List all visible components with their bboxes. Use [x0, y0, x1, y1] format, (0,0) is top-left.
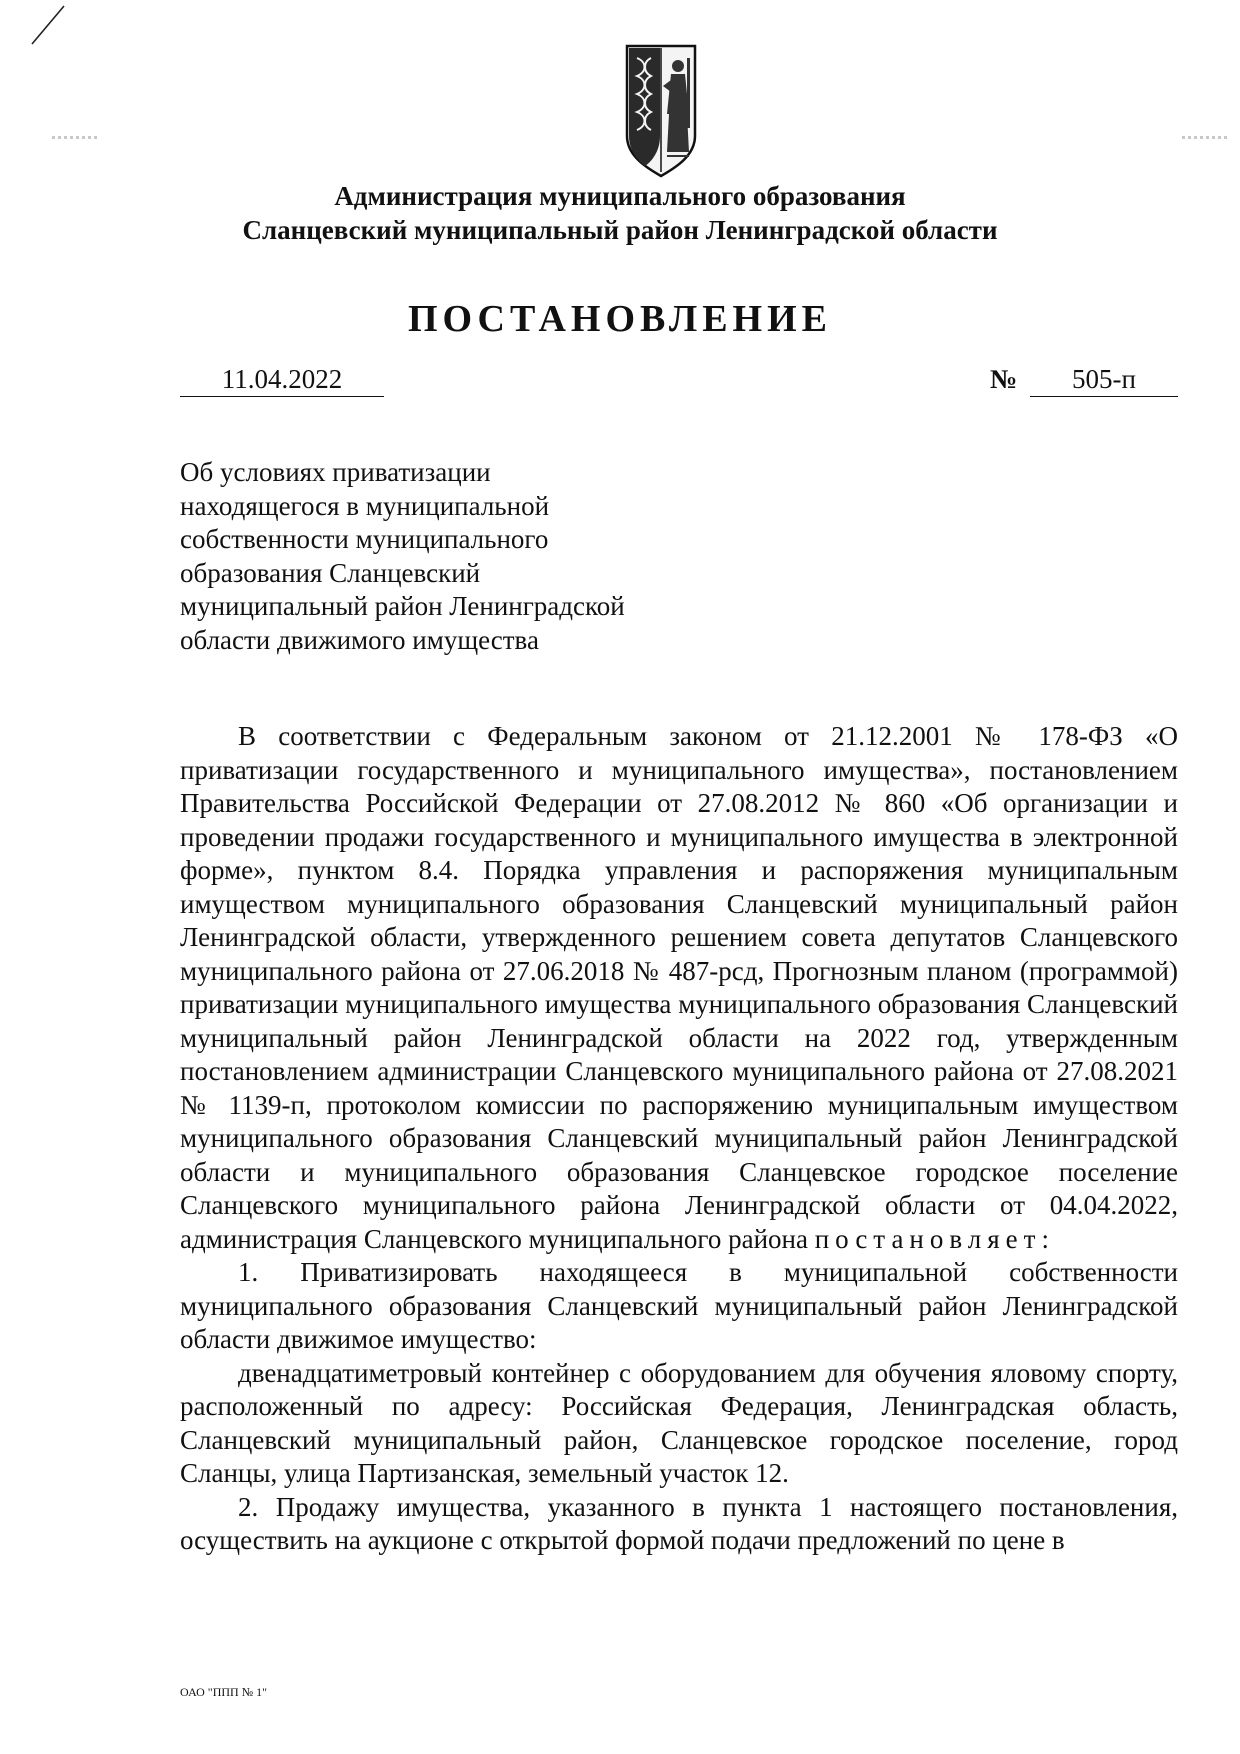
document-title: ПОСТАНОВЛЕНИЕ [407, 298, 833, 340]
subject-line: находящегося в муниципальной [180, 490, 550, 521]
document-body [180, 720, 1178, 1558]
document-number: 505-п [1030, 362, 1178, 397]
header-organization-line-2: Сланцевский муниципальный район Ленинградской области [242, 215, 998, 245]
scan-speck-left [52, 136, 98, 139]
subject-line: образования Сланцевский [180, 557, 481, 588]
scan-speck-right [1182, 136, 1228, 139]
document-number-label: № [990, 364, 1018, 394]
subject-line: муниципальный район Ленинградской [180, 591, 625, 621]
printer-footer: ОАО "ППП № 1" [180, 1685, 268, 1699]
corner-slash-mark [30, 4, 66, 46]
preamble-text: В соответствии с Федеральным законом от 21.12.2001 № 178-ФЗ «О приватизации государственного и муниципального имущества», постановлением Правительства Российской Федерации от 27.08.2012 № 860 «Об организации и проведении продажи государственного и муниципального имущества в электронной форме», пунктом 8.4. Порядка управления и распоряжения муниципальным имуществом муниципального образования Сланцевский муниципальный район Ленинградской области, утвержденного решением совета депутатов Сланцевского муниципального района от 27.06.2018 № 487-рсд, Прогнозным планом (программой) приватизации муниципального имущества муниципального образования Сланцевский муниципальный район Ленинградской области на 2022 год, утвержденным постановлением администрации Сланцевского муниципального района от 27.08.2021 № 1139-п, протоколом комиссии по распоряжению муниципальным имуществом муниципального образования Сланцевский муниципальный район Ленинградской области и муниципального образования Сланцевское городское поселение Сланцевского муниципального района Ленинградской области от 04.04.2022, администрация Сланцевского муниципального района [180, 721, 1178, 1254]
document-subject [180, 456, 700, 657]
header-organization-line-1: Администрация муниципального образования [334, 181, 906, 211]
subject-line: Об условиях приватизации [180, 457, 491, 487]
preamble-paragraph [180, 720, 1178, 1256]
document-date: 11.04.2022 [180, 362, 384, 397]
preamble-verb: постановляет: [814, 1223, 1055, 1254]
subject-line: области движимого имущества [180, 624, 539, 655]
subject-line: собственности муниципального [180, 524, 549, 554]
item-2-paragraph: 2. Продажу имущества, указанного в пункта 1 настоящего постановления, осуществить на аукционе с открытой формой подачи предложений по цене в [180, 1491, 1178, 1555]
item-1-paragraph: 1. Приватизировать находящееся в муниципальной собственности муниципального образования Сланцевский муниципальный район Ленинградской области движимое имущество: [180, 1257, 1178, 1354]
coat-of-arms-icon [623, 44, 699, 178]
item-1-detail-paragraph: двенадцатиметровый контейнер с оборудованием для обучения яловому спорту, расположенный по адресу: Российская Федерация, Ленинградская область, Сланцевский муниципальный район, Сланцевское городское поселение, город Сланцы, улица Партизанская, земельный участок 12. [180, 1357, 1178, 1488]
